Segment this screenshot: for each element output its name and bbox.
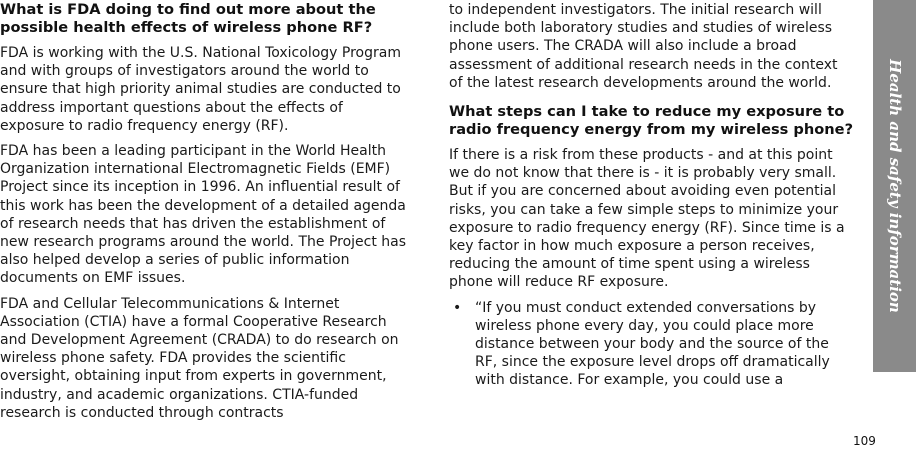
paragraph-ctia-crada: FDA and Cellular Telecommunications & Internet Association (CTIA) have a formal Cooperative Research and Development Agreement (CRADA) to do research on wireless phone safety. FDA provides the scientific oversight, obtaining input from experts in government, industry, and academic organizations. CTIA-funded research is conducted through contracts bbox=[0, 295, 399, 421]
list-item-text: “If you must conduct extended conversations by wireless phone every day, you could place more distance between your body and the source of the RF, since the exposure level drops off dramatically with distance. For example, you could use a bbox=[475, 299, 830, 389]
paragraph-continuation: to independent investigators. The initial research will include both laboratory studies and studies of wireless phone users. The CRADA will also include a broad assessment of additional research needs in the context of the latest research developments around the world. bbox=[449, 2, 838, 91]
left-column bbox=[0, 0, 408, 429]
paragraph-who-emf: FDA has been a leading participant in the World Health Organization international Electromagnetic Fields (EMF) Project since its inception in 1996. An influential result of this work has been the development of a detailed agenda of research needs that has driven the establishment of new research programs around the world. The Project has also helped develop a series of public information documents on EMF issues. bbox=[0, 143, 407, 287]
section-heading-reduce-exposure: What steps can I take to reduce my exposure to radio frequency energy from my wireless phone? bbox=[449, 103, 854, 139]
side-tab-label-wrapper bbox=[873, 0, 916, 372]
right-column bbox=[449, 0, 855, 390]
bullet-icon: • bbox=[453, 299, 462, 316]
tips-list bbox=[449, 299, 855, 390]
list-item bbox=[449, 299, 855, 390]
paragraph-risk: If there is a risk from these products - and at this point we do not know that there is - it is probably very small. But if you are concerned about avoiding even potential risks, you can take a few simple steps to minimize your exposure to radio frequency energy (RF). Since time is a key factor in how much exposure a person receives, reducing the amount of time spent using a wireless phone will reduce RF exposure. bbox=[449, 147, 845, 291]
side-tab-label: Health and safety information bbox=[885, 59, 904, 313]
section-heading-fda-research: What is FDA doing to find out more about the possible health effects of wireless phone RF? bbox=[0, 1, 376, 36]
page-number: 109 bbox=[853, 434, 876, 448]
paragraph-ntp: FDA is working with the U.S. National Toxicology Program and with groups of investigators around the world to ensure that high priority animal studies are conducted to address important questions about the effects of exposure to radio frequency energy (RF). bbox=[0, 45, 401, 134]
